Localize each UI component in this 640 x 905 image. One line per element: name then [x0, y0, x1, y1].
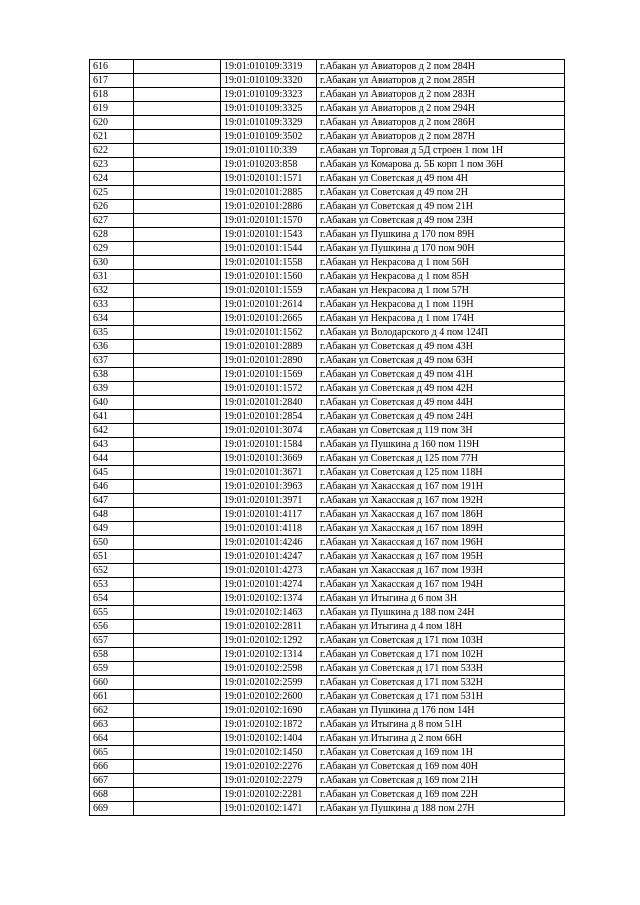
empty-cell [134, 550, 221, 564]
table-row [90, 312, 565, 326]
cadastral-number-cell: 19:01:020101:3963 [221, 480, 317, 494]
address-cell: г.Абакан ул Советская д 49 пом 43Н [317, 340, 565, 354]
cadastral-number-cell: 19:01:020102:1404 [221, 732, 317, 746]
address-cell: г.Абакан ул Некрасова д 1 пом 57Н [317, 284, 565, 298]
row-number-cell: 634 [90, 312, 134, 326]
address-cell: г.Абакан ул Комарова д. 5Б корп 1 пом 36Н [317, 158, 565, 172]
row-number-cell: 669 [90, 802, 134, 816]
cadastral-number-cell: 19:01:010109:3319 [221, 60, 317, 74]
cadastral-number-cell: 19:01:020101:1560 [221, 270, 317, 284]
table-row [90, 228, 565, 242]
table-row [90, 550, 565, 564]
cadastral-number-cell: 19:01:010109:3502 [221, 130, 317, 144]
table-row [90, 704, 565, 718]
empty-cell [134, 242, 221, 256]
table-row [90, 424, 565, 438]
empty-cell [134, 718, 221, 732]
row-number-cell: 640 [90, 396, 134, 410]
row-number-cell: 646 [90, 480, 134, 494]
address-cell: г.Абакан ул Пушкина д 188 пом 27Н [317, 802, 565, 816]
cadastral-number-cell: 19:01:020102:1471 [221, 802, 317, 816]
address-cell: г.Абакан ул Советская д 49 пом 4Н [317, 172, 565, 186]
empty-cell [134, 690, 221, 704]
table-row [90, 452, 565, 466]
empty-cell [134, 564, 221, 578]
row-number-cell: 647 [90, 494, 134, 508]
table-row [90, 396, 565, 410]
empty-cell [134, 760, 221, 774]
row-number-cell: 653 [90, 578, 134, 592]
cadastral-number-cell: 19:01:020102:1690 [221, 704, 317, 718]
empty-cell [134, 802, 221, 816]
cadastral-number-cell: 19:01:020102:2279 [221, 774, 317, 788]
cadastral-number-cell: 19:01:020101:1571 [221, 172, 317, 186]
empty-cell [134, 536, 221, 550]
table-row [90, 578, 565, 592]
row-number-cell: 644 [90, 452, 134, 466]
cadastral-number-cell: 19:01:020101:3669 [221, 452, 317, 466]
cadastral-number-cell: 19:01:020102:1450 [221, 746, 317, 760]
row-number-cell: 659 [90, 662, 134, 676]
table-row [90, 634, 565, 648]
property-table [89, 59, 565, 816]
empty-cell [134, 186, 221, 200]
address-cell: г.Абакан ул Пушкина д 188 пом 24Н [317, 606, 565, 620]
row-number-cell: 665 [90, 746, 134, 760]
empty-cell [134, 312, 221, 326]
table-row [90, 382, 565, 396]
cadastral-number-cell: 19:01:020102:2599 [221, 676, 317, 690]
table-row [90, 284, 565, 298]
empty-cell [134, 592, 221, 606]
empty-cell [134, 382, 221, 396]
empty-cell [134, 368, 221, 382]
empty-cell [134, 284, 221, 298]
row-number-cell: 616 [90, 60, 134, 74]
empty-cell [134, 620, 221, 634]
address-cell: г.Абакан ул Советская д 49 пом 42Н [317, 382, 565, 396]
address-cell: г.Абакан ул Торговая д 5Д строен 1 пом 1Н [317, 144, 565, 158]
table-row [90, 536, 565, 550]
empty-cell [134, 326, 221, 340]
table-row [90, 746, 565, 760]
address-cell: г.Абакан ул Советская д 169 пом 1Н [317, 746, 565, 760]
address-cell: г.Абакан ул Хакасская д 167 пом 191Н [317, 480, 565, 494]
address-cell: г.Абакан ул Советская д 125 пом 77Н [317, 452, 565, 466]
address-cell: г.Абакан ул Итыгина д 4 пом 18Н [317, 620, 565, 634]
address-cell: г.Абакан ул Советская д 49 пом 21Н [317, 200, 565, 214]
cadastral-number-cell: 19:01:020101:4274 [221, 578, 317, 592]
row-number-cell: 636 [90, 340, 134, 354]
row-number-cell: 667 [90, 774, 134, 788]
row-number-cell: 625 [90, 186, 134, 200]
table-row [90, 270, 565, 284]
cadastral-number-cell: 19:01:020102:2600 [221, 690, 317, 704]
address-cell: г.Абакан ул Советская д 49 пом 44Н [317, 396, 565, 410]
cadastral-number-cell: 19:01:020101:3671 [221, 466, 317, 480]
row-number-cell: 641 [90, 410, 134, 424]
empty-cell [134, 340, 221, 354]
row-number-cell: 630 [90, 256, 134, 270]
cadastral-number-cell: 19:01:020102:1872 [221, 718, 317, 732]
empty-cell [134, 228, 221, 242]
row-number-cell: 661 [90, 690, 134, 704]
table-row [90, 802, 565, 816]
table-row [90, 340, 565, 354]
row-number-cell: 633 [90, 298, 134, 312]
table-row [90, 592, 565, 606]
table-row [90, 466, 565, 480]
empty-cell [134, 662, 221, 676]
table-row [90, 760, 565, 774]
empty-cell [134, 732, 221, 746]
row-number-cell: 660 [90, 676, 134, 690]
row-number-cell: 619 [90, 102, 134, 116]
address-cell: г.Абакан ул Советская д 49 пом 2Н [317, 186, 565, 200]
empty-cell [134, 200, 221, 214]
table-row [90, 242, 565, 256]
address-cell: г.Абакан ул Советская д 169 пом 22Н [317, 788, 565, 802]
address-cell: г.Абакан ул Авиаторов д 2 пом 287Н [317, 130, 565, 144]
address-cell: г.Абакан ул Советская д 169 пом 40Н [317, 760, 565, 774]
row-number-cell: 666 [90, 760, 134, 774]
empty-cell [134, 746, 221, 760]
empty-cell [134, 648, 221, 662]
table-row [90, 732, 565, 746]
address-cell: г.Абакан ул Хакасская д 167 пом 194Н [317, 578, 565, 592]
table-row [90, 256, 565, 270]
address-cell: г.Абакан ул Хакасская д 167 пом 195Н [317, 550, 565, 564]
address-cell: г.Абакан ул Пушкина д 170 пом 90Н [317, 242, 565, 256]
cadastral-number-cell: 19:01:020101:4246 [221, 536, 317, 550]
empty-cell [134, 704, 221, 718]
row-number-cell: 657 [90, 634, 134, 648]
empty-cell [134, 158, 221, 172]
row-number-cell: 620 [90, 116, 134, 130]
cadastral-number-cell: 19:01:020101:3074 [221, 424, 317, 438]
cadastral-number-cell: 19:01:020101:4117 [221, 508, 317, 522]
address-cell: г.Абакан ул Итыгина д 6 пом 3Н [317, 592, 565, 606]
cadastral-number-cell: 19:01:020101:2886 [221, 200, 317, 214]
table-row [90, 676, 565, 690]
row-number-cell: 645 [90, 466, 134, 480]
row-number-cell: 664 [90, 732, 134, 746]
address-cell: г.Абакан ул Хакасская д 167 пом 186Н [317, 508, 565, 522]
empty-cell [134, 466, 221, 480]
row-number-cell: 617 [90, 74, 134, 88]
table-row [90, 326, 565, 340]
empty-cell [134, 214, 221, 228]
row-number-cell: 651 [90, 550, 134, 564]
table-row [90, 116, 565, 130]
empty-cell [134, 508, 221, 522]
row-number-cell: 632 [90, 284, 134, 298]
table-row [90, 480, 565, 494]
cadastral-number-cell: 19:01:020101:2614 [221, 298, 317, 312]
address-cell: г.Абакан ул Пушкина д 170 пом 89Н [317, 228, 565, 242]
address-cell: г.Абакан ул Пушкина д 160 пом 119Н [317, 438, 565, 452]
address-cell: г.Абакан ул Хакасская д 167 пом 196Н [317, 536, 565, 550]
cadastral-number-cell: 19:01:010109:3329 [221, 116, 317, 130]
row-number-cell: 663 [90, 718, 134, 732]
cadastral-number-cell: 19:01:020101:1562 [221, 326, 317, 340]
table-row [90, 522, 565, 536]
address-cell: г.Абакан ул Авиаторов д 2 пом 286Н [317, 116, 565, 130]
cadastral-number-cell: 19:01:020101:3971 [221, 494, 317, 508]
table-body [90, 60, 565, 816]
table-row [90, 690, 565, 704]
empty-cell [134, 634, 221, 648]
cadastral-number-cell: 19:01:020102:1292 [221, 634, 317, 648]
empty-cell [134, 298, 221, 312]
table-row [90, 410, 565, 424]
row-number-cell: 655 [90, 606, 134, 620]
table-row [90, 158, 565, 172]
empty-cell [134, 494, 221, 508]
empty-cell [134, 774, 221, 788]
cadastral-number-cell: 19:01:020101:2854 [221, 410, 317, 424]
address-cell: г.Абакан ул Советская д 49 пом 41Н [317, 368, 565, 382]
empty-cell [134, 88, 221, 102]
table-row [90, 788, 565, 802]
empty-cell [134, 102, 221, 116]
table-row [90, 564, 565, 578]
row-number-cell: 629 [90, 242, 134, 256]
empty-cell [134, 578, 221, 592]
cadastral-number-cell: 19:01:010109:3320 [221, 74, 317, 88]
table-row [90, 102, 565, 116]
address-cell: г.Абакан ул Некрасова д 1 пом 119Н [317, 298, 565, 312]
address-cell: г.Абакан ул Хакасская д 167 пом 193Н [317, 564, 565, 578]
row-number-cell: 621 [90, 130, 134, 144]
table-row [90, 88, 565, 102]
row-number-cell: 656 [90, 620, 134, 634]
empty-cell [134, 172, 221, 186]
cadastral-number-cell: 19:01:020101:4118 [221, 522, 317, 536]
row-number-cell: 639 [90, 382, 134, 396]
row-number-cell: 622 [90, 144, 134, 158]
cadastral-number-cell: 19:01:020102:2281 [221, 788, 317, 802]
empty-cell [134, 396, 221, 410]
empty-cell [134, 424, 221, 438]
table-row [90, 774, 565, 788]
row-number-cell: 649 [90, 522, 134, 536]
row-number-cell: 643 [90, 438, 134, 452]
table-row [90, 368, 565, 382]
cadastral-number-cell: 19:01:020101:2840 [221, 396, 317, 410]
table-row [90, 354, 565, 368]
cadastral-number-cell: 19:01:020102:2276 [221, 760, 317, 774]
row-number-cell: 668 [90, 788, 134, 802]
table-row [90, 130, 565, 144]
row-number-cell: 652 [90, 564, 134, 578]
row-number-cell: 662 [90, 704, 134, 718]
row-number-cell: 642 [90, 424, 134, 438]
cadastral-number-cell: 19:01:020102:1374 [221, 592, 317, 606]
row-number-cell: 618 [90, 88, 134, 102]
address-cell: г.Абакан ул Хакасская д 167 пом 192Н [317, 494, 565, 508]
cadastral-number-cell: 19:01:010109:3323 [221, 88, 317, 102]
row-number-cell: 628 [90, 228, 134, 242]
address-cell: г.Абакан ул Советская д 171 пом 531Н [317, 690, 565, 704]
empty-cell [134, 116, 221, 130]
row-number-cell: 635 [90, 326, 134, 340]
table-row [90, 144, 565, 158]
table-row [90, 718, 565, 732]
row-number-cell: 626 [90, 200, 134, 214]
empty-cell [134, 676, 221, 690]
table-row [90, 200, 565, 214]
cadastral-number-cell: 19:01:020101:1544 [221, 242, 317, 256]
address-cell: г.Абакан ул Некрасова д 1 пом 85Н [317, 270, 565, 284]
table-row [90, 438, 565, 452]
cadastral-number-cell: 19:01:020101:1570 [221, 214, 317, 228]
empty-cell [134, 522, 221, 536]
table-row [90, 74, 565, 88]
cadastral-number-cell: 19:01:020101:4247 [221, 550, 317, 564]
row-number-cell: 624 [90, 172, 134, 186]
address-cell: г.Абакан ул Авиаторов д 2 пом 294Н [317, 102, 565, 116]
cadastral-number-cell: 19:01:010110:339 [221, 144, 317, 158]
address-cell: г.Абакан ул Итыгина д 2 пом 66Н [317, 732, 565, 746]
empty-cell [134, 130, 221, 144]
table-row [90, 60, 565, 74]
row-number-cell: 650 [90, 536, 134, 550]
address-cell: г.Абакан ул Советская д 49 пом 63Н [317, 354, 565, 368]
address-cell: г.Абакан ул Хакасская д 167 пом 189Н [317, 522, 565, 536]
address-cell: г.Абакан ул Советская д 171 пом 532Н [317, 676, 565, 690]
cadastral-number-cell: 19:01:020101:1584 [221, 438, 317, 452]
cadastral-number-cell: 19:01:020101:2889 [221, 340, 317, 354]
table-row [90, 172, 565, 186]
row-number-cell: 637 [90, 354, 134, 368]
address-cell: г.Абакан ул Советская д 171 пом 533Н [317, 662, 565, 676]
empty-cell [134, 788, 221, 802]
address-cell: г.Абакан ул Советская д 49 пом 23Н [317, 214, 565, 228]
address-cell: г.Абакан ул Советская д 125 пом 118Н [317, 466, 565, 480]
row-number-cell: 654 [90, 592, 134, 606]
empty-cell [134, 354, 221, 368]
address-cell: г.Абакан ул Советская д 49 пом 24Н [317, 410, 565, 424]
cadastral-number-cell: 19:01:020102:2811 [221, 620, 317, 634]
address-cell: г.Абакан ул Авиаторов д 2 пом 283Н [317, 88, 565, 102]
row-number-cell: 627 [90, 214, 134, 228]
cadastral-number-cell: 19:01:020101:2890 [221, 354, 317, 368]
cadastral-number-cell: 19:01:020101:4273 [221, 564, 317, 578]
cadastral-number-cell: 19:01:020101:1559 [221, 284, 317, 298]
address-cell: г.Абакан ул Советская д 119 пом 3Н [317, 424, 565, 438]
cadastral-number-cell: 19:01:020101:2885 [221, 186, 317, 200]
cadastral-number-cell: 19:01:020101:1572 [221, 382, 317, 396]
empty-cell [134, 270, 221, 284]
table-row [90, 648, 565, 662]
address-cell: г.Абакан ул Авиаторов д 2 пом 284Н [317, 60, 565, 74]
empty-cell [134, 480, 221, 494]
address-cell: г.Абакан ул Володарского д 4 пом 124П [317, 326, 565, 340]
table-row [90, 620, 565, 634]
empty-cell [134, 452, 221, 466]
table-row [90, 214, 565, 228]
table-row [90, 298, 565, 312]
empty-cell [134, 606, 221, 620]
empty-cell [134, 60, 221, 74]
table-row [90, 606, 565, 620]
address-cell: г.Абакан ул Советская д 171 пом 103Н [317, 634, 565, 648]
table-row [90, 508, 565, 522]
empty-cell [134, 74, 221, 88]
empty-cell [134, 144, 221, 158]
cadastral-number-cell: 19:01:020101:1569 [221, 368, 317, 382]
address-cell: г.Абакан ул Некрасова д 1 пом 174Н [317, 312, 565, 326]
row-number-cell: 658 [90, 648, 134, 662]
cadastral-number-cell: 19:01:020101:2665 [221, 312, 317, 326]
row-number-cell: 638 [90, 368, 134, 382]
address-cell: г.Абакан ул Советская д 171 пом 102Н [317, 648, 565, 662]
address-cell: г.Абакан ул Советская д 169 пом 21Н [317, 774, 565, 788]
address-cell: г.Абакан ул Пушкина д 176 пом 14Н [317, 704, 565, 718]
row-number-cell: 648 [90, 508, 134, 522]
table-row [90, 662, 565, 676]
address-cell: г.Абакан ул Некрасова д 1 пом 56Н [317, 256, 565, 270]
empty-cell [134, 256, 221, 270]
empty-cell [134, 410, 221, 424]
cadastral-number-cell: 19:01:020101:1543 [221, 228, 317, 242]
cadastral-number-cell: 19:01:020102:1314 [221, 648, 317, 662]
cadastral-number-cell: 19:01:020102:2598 [221, 662, 317, 676]
row-number-cell: 631 [90, 270, 134, 284]
cadastral-number-cell: 19:01:010109:3325 [221, 102, 317, 116]
empty-cell [134, 438, 221, 452]
row-number-cell: 623 [90, 158, 134, 172]
address-cell: г.Абакан ул Авиаторов д 2 пом 285Н [317, 74, 565, 88]
address-cell: г.Абакан ул Итыгина д 8 пом 51Н [317, 718, 565, 732]
cadastral-number-cell: 19:01:020101:1558 [221, 256, 317, 270]
table-row [90, 494, 565, 508]
cadastral-number-cell: 19:01:020102:1463 [221, 606, 317, 620]
cadastral-number-cell: 19:01:010203:858 [221, 158, 317, 172]
table-row [90, 186, 565, 200]
